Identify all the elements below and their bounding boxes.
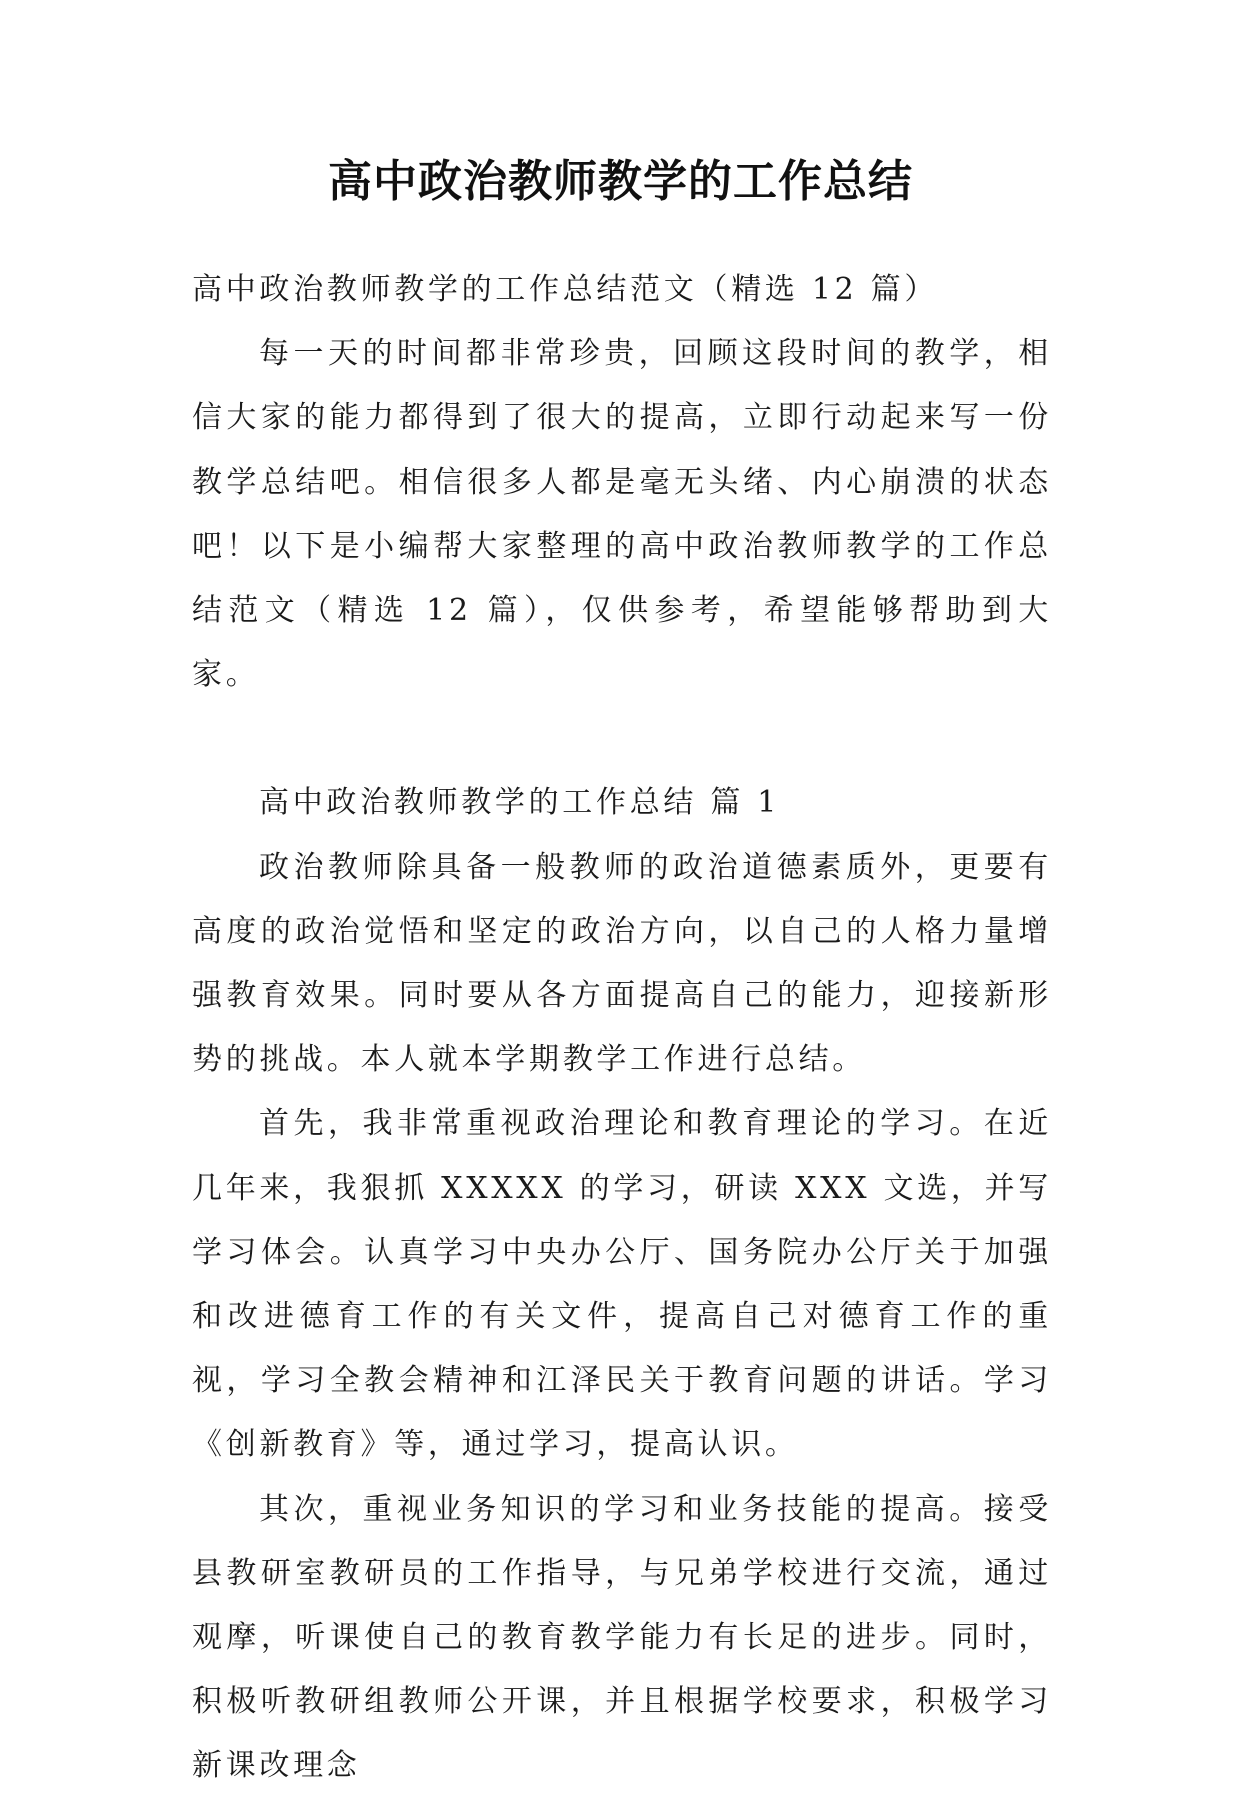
section-heading: 高中政治教师教学的工作总结 篇 1 [259,785,781,821]
body-paragraph: 政治教师除具备一般教师的政治道德素质外，更要有高度的政治觉悟和坚定的政治方向，以自己的人格力量增强教育效果。同时要从各方面提高自己的能力，迎接新形势的挑战。本人就本学期教学工作进行总结。 [192,849,1052,1078]
document-body [192,258,1052,1799]
document-title: 高中政治教师教学的工作总结 [328,156,913,207]
body-paragraph: 首先，我非常重视政治理论和教育理论的学习。在近几年来，我狠抓 XXXXX 的学习，研读 XXX 文选，并写学习体会。认真学习中央办公厅、国务院办公厅关于加强和改进德育工作的有关文件，提高自己对德育工作的重视，学习全教会精神和江泽民关于教育问题的讲话。学习《创新教育》等，通过学习，提高认识。 [192,1106,1053,1463]
intro-paragraph: 每一天的时间都非常珍贵，回顾这段时间的教学，相信大家的能力都得到了很大的提高，立即行动起来写一份教学总结吧。相信很多人都是毫无头绪、内心崩溃的状态吧！以下是小编帮大家整理的高中政治教师教学的工作总结范文（精选 12 篇），仅供参考，希望能够帮助到大家。 [192,336,1052,693]
paragraph-spacer [192,707,1052,771]
body-paragraph: 其次，重视业务知识的学习和业务技能的提高。接受县教研室教研员的工作指导，与兄弟学校进行交流，通过观摩，听课使自己的教育教学能力有长足的进步。同时，积极听教研组教师公开课，并且根据学校要求，积极学习新课改理念 [192,1491,1052,1784]
document-subtitle: 高中政治教师教学的工作总结范文（精选 12 篇） [192,272,939,307]
